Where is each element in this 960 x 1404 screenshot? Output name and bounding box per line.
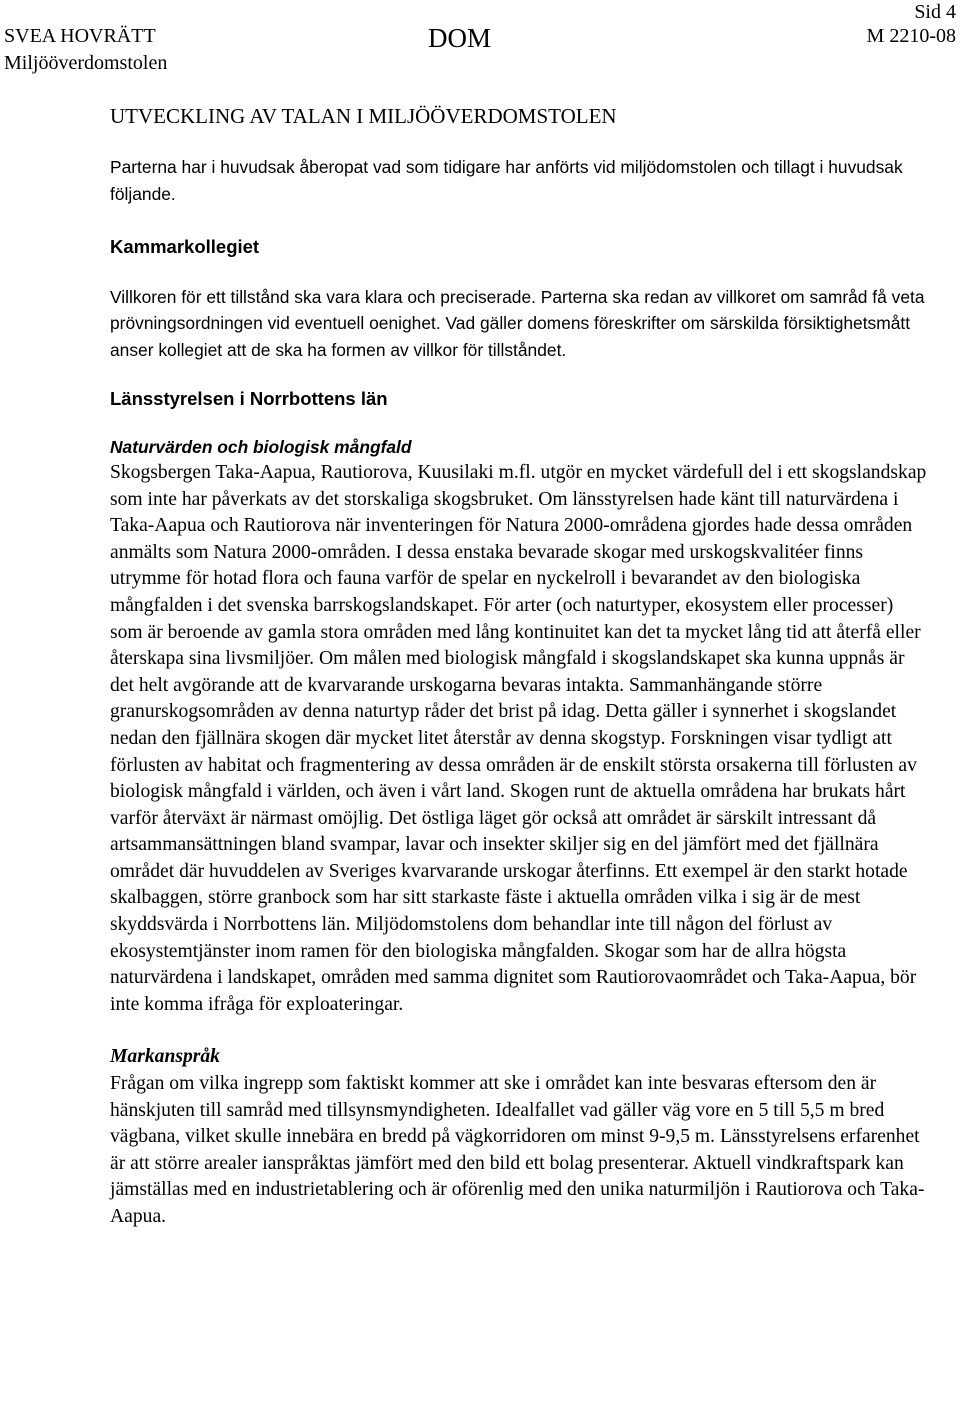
subheading-naturvarden: Naturvärden och biologisk mångfald [110,436,412,457]
section-title: UTVECKLING AV TALAN I MILJÖÖVERDOMSTOLEN [110,104,617,128]
document-body [110,102,930,1231]
court-division: Miljööverdomstolen [4,52,168,74]
party-heading-lansstyrelsen: Länsstyrelsen i Norrbottens län [110,387,388,409]
subheading-markansprak: Markanspråk [110,1046,220,1068]
page-number: Sid 4 [914,1,956,23]
paragraph-markansprak: Frågan om vilka ingrepp som faktiskt kommer att ske i området kan inte besvaras eftersom den är hänskjuten till samråd med tillsynsmyndigheten. Idealfallet vad gäller väg vore en 5 till 5,5 m bred vägbana, vilket skulle innebära en bredd på vägkorridoren om minst 9-9,5 m. Länsstyrelsens erfarenhet är att större arealer ianspråktas jämfört med den bild ett bolag presenterar. Aktuell vindkraftspark kan jämställas med en industrietablering och är oförenlig med den unika naturmiljön i Rautiorova och Taka-Aapua. [110,1073,925,1228]
document-type: DOM [428,23,492,53]
case-number: M 2210-08 [866,25,956,47]
page-header [0,0,960,80]
party-heading-kammarkollegiet: Kammarkollegiet [110,235,260,257]
party-body-kammarkollegiet: Villkoren för ett tillstånd ska vara klara och preciserade. Parterna ska redan av villkoret om samråd få veta prövningsordningen vid eventuell oenighet. Vad gäller domens föreskrifter om särskilda försiktighetsmått anser kollegiet att de ska ha formen av villkor för tillståndet. [110,286,925,361]
court-name: SVEA HOVRÄTT [4,25,156,47]
intro-paragraph: Parterna har i huvudsak åberopat vad som tidigare har anförts vid miljödomstolen och tillagt i huvudsak följande. [110,157,903,204]
paragraph-naturvarden: Skogsbergen Taka-Aapua, Rautiorova, Kuusilaki m.fl. utgör en mycket värdefull del i ett skogslandskap som inte har påverkats av det storskaliga skogsbruket. Om länsstyrelsen hade känt till naturvärdena i Taka-Aapua och Rautiorova när inventeringen för Natura 2000-områdena gjordes hade dessa områden anmälts som Natura 2000-områden. I dessa enstaka bevarade skogar med urskogskvalitéer finns utrymme för hotad flora och fauna varför de spelar en nyckelroll i bevarandet av den biologiska mångfalden i det svenska barrskogslandskapet. För arter (och naturtyper, ekosystem eller processer) som är beroende av gamla stora områden med lång kontinuitet kan det ta mycket lång tid att återfå eller återskapa sina livsmiljöer. Om målen med biologisk mångfald i skogslandskapet ska kunna uppnås är det helt avgörande att de kvarvarande urskogarna bevaras intakta. Sammanhängande större granurskogsområden av denna naturtyp råder det brist på idag. Detta gäller i synnerhet i skogslandet nedan den fjällnära skogen där mycket litet återstår av denna skogstyp. Forskningen visar tydligt att förlusten av habitat och fragmentering av dessa områden är de enskilt största orsakerna till förlusten av biologisk mångfald i världen, och även i vårt land. Skogen runt de aktuella områdena har brukats hårt varför återväxt är närmast omöjlig. Det östliga läget gör också att området är särskilt intressant då artsammansättningen bland svampar, lavar och insekter skiljer sig en del jämfört med det fjällnära området där huvuddelen av Sveriges kvarvarande urskogar återfinns. Ett exempel är den starkt hotade skalbaggen, större granbock som har sitt starkaste fäste i aktuella områden vilka i sig är de mest skyddsvärda i Norrbottens län. Miljödomstolens dom behandlar inte till någon del förlust av ekosystemtjänster inom ramen för den biologiska mångfalden. Skogar som har de allra högsta naturvärdena i landskapet, områden med samma dignitet som Rautiorovaområdet och Taka-Aapua, bör inte komma ifråga för exploateringar. [110,461,927,1015]
